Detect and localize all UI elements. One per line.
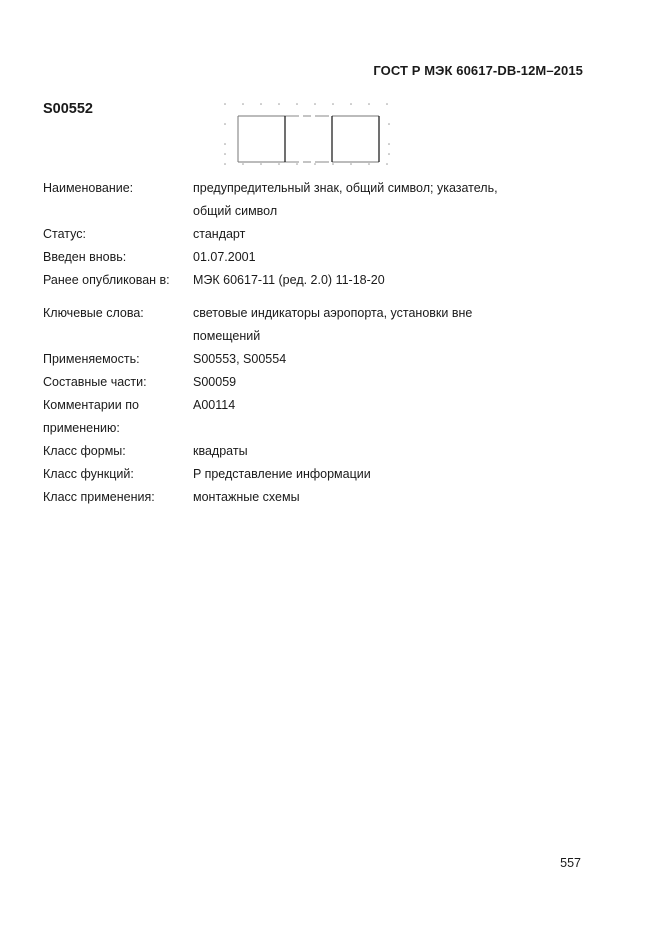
- value-line: помещений: [193, 329, 261, 343]
- grid-dots: [224, 103, 390, 165]
- property-row-application-notes: [43, 394, 563, 440]
- value-line: общий символ: [193, 204, 278, 218]
- property-label: Класс применения:: [43, 490, 155, 504]
- property-label: Введен вновь:: [43, 250, 127, 264]
- property-label: Составные части:: [43, 375, 147, 389]
- property-label: Статус:: [43, 227, 86, 241]
- property-row-status: [43, 223, 563, 246]
- value-line: предупредительный знак, общий символ; указатель,: [193, 181, 498, 195]
- symbol-id: S00552: [43, 101, 93, 117]
- property-row-keywords: [43, 302, 563, 348]
- property-value: 01.07.2001: [193, 250, 256, 264]
- label-line: применению:: [43, 421, 120, 435]
- property-value: [193, 302, 563, 348]
- property-value: монтажные схемы: [193, 490, 300, 504]
- property-label: Применяемость:: [43, 352, 140, 366]
- property-row-previously-published: [43, 269, 563, 292]
- label-line: Комментарии по: [43, 398, 139, 412]
- property-row-components: [43, 371, 563, 394]
- property-label: Ранее опубликован в:: [43, 273, 170, 287]
- property-value: МЭК 60617-11 (ред. 2.0) 11-18-20: [193, 273, 385, 287]
- page-number: 557: [560, 856, 581, 870]
- property-label: [43, 394, 193, 440]
- property-label: Наименование:: [43, 181, 134, 195]
- property-row-function-class: [43, 463, 563, 486]
- symbol-graphic: [222, 100, 394, 168]
- properties-table: [43, 177, 563, 509]
- standard-code-header: ГОСТ Р МЭК 60617-DB-12M–2015: [373, 63, 583, 78]
- property-row-introduced: [43, 246, 563, 269]
- property-value: квадраты: [193, 444, 248, 458]
- property-value: P представление информации: [193, 467, 371, 481]
- property-row-shape-class: [43, 440, 563, 463]
- property-value: A00114: [193, 398, 236, 412]
- property-value: стандарт: [193, 227, 246, 241]
- property-value: S00059: [193, 375, 237, 389]
- value-line: световые индикаторы аэропорта, установки вне: [193, 306, 473, 320]
- property-value: S00553, S00554: [193, 352, 287, 366]
- property-row-applicability: [43, 348, 563, 371]
- squares: [238, 116, 379, 162]
- property-label: Класс формы:: [43, 444, 126, 458]
- property-row-application-class: [43, 486, 563, 509]
- property-label: Ключевые слова:: [43, 306, 144, 320]
- property-value: [193, 177, 563, 223]
- property-row-name: [43, 177, 563, 223]
- property-label: Класс функций:: [43, 467, 134, 481]
